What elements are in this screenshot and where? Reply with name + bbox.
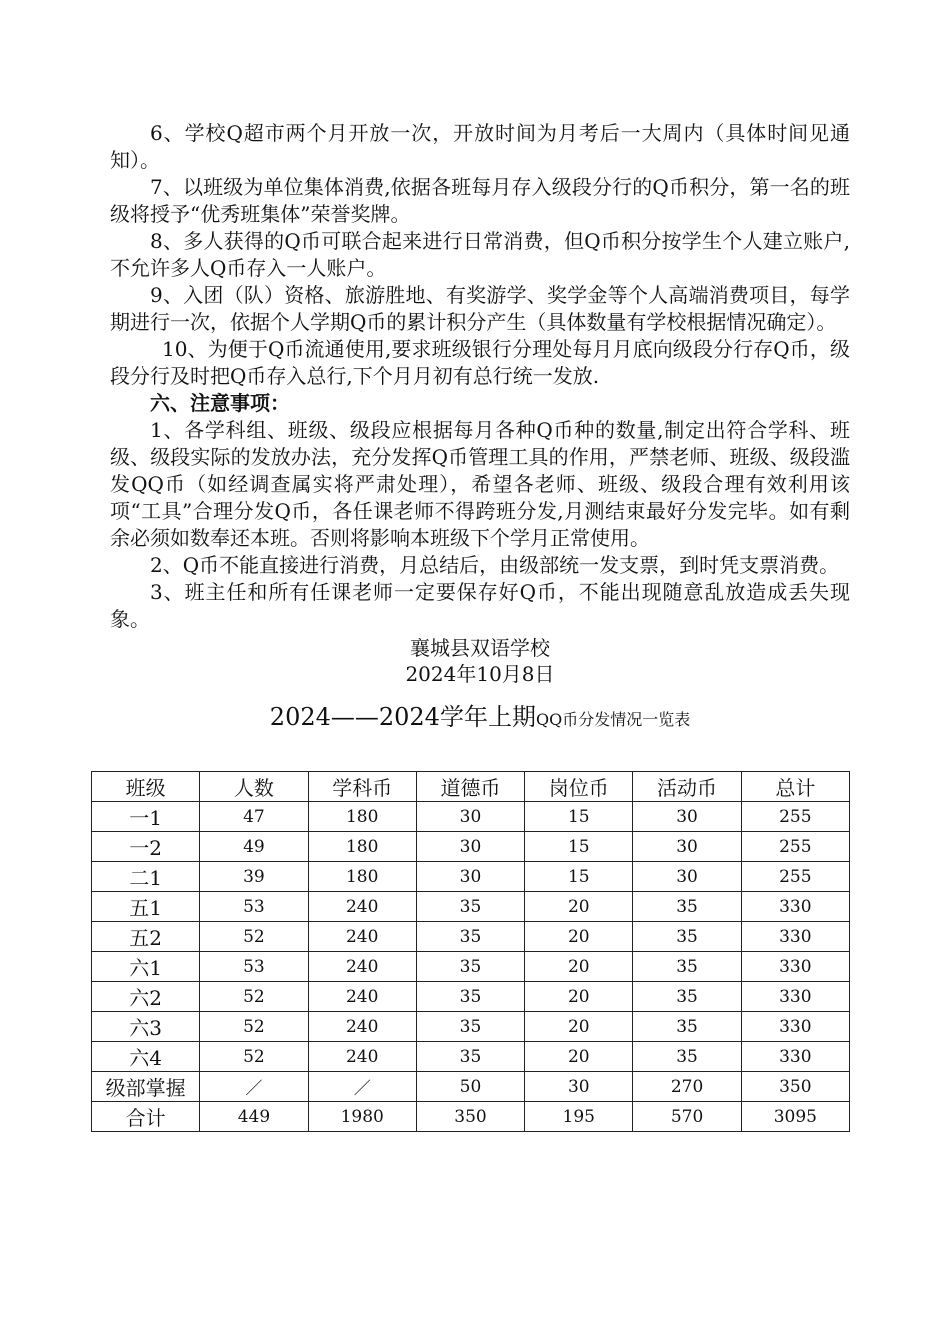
value-cell: 52 [200,982,308,1012]
value-cell: 35 [416,892,524,922]
header-cell: 人数 [200,772,308,802]
value-cell: 15 [525,832,633,862]
value-cell: 30 [633,862,741,892]
table-header-row [92,772,850,802]
header-cell: 活动币 [633,772,741,802]
table-row [92,862,850,892]
value-cell: 330 [741,952,849,982]
paragraph-7: 7、以班级为单位集体消费,依据各班每月存入级段分行的Q币积分，第一名的班级将授予“优秀班集体”荣誉奖牌。 [110,175,850,226]
value-cell: 35 [633,982,741,1012]
value-cell: 330 [741,892,849,922]
table-row [92,982,850,1012]
paragraph-8: 8、多人获得的Q币可联合起来进行日常消费，但Q币积分按学生个人建立账户,不允许多人Q币存入一人账户。 [110,229,850,280]
value-cell: 30 [633,802,741,832]
value-cell: 35 [633,922,741,952]
value-cell: 180 [308,862,416,892]
value-cell: 50 [416,1072,524,1102]
table-row [92,1042,850,1072]
value-cell: 15 [525,862,633,892]
class-name-cell: 一1 [92,802,200,832]
value-cell: 49 [200,832,308,862]
value-cell: 15 [525,802,633,832]
table-row [92,1012,850,1042]
table-row [92,1072,850,1102]
value-cell: 449 [200,1102,308,1132]
class-name-cell: 级部掌握 [92,1072,200,1102]
class-name-cell: 五2 [92,922,200,952]
class-name-cell: 六3 [92,1012,200,1042]
paragraph-9: 9、入团（队）资格、旅游胜地、有奖游学、奖学金等个人高端消费项目，每学期进行一次，依据个人学期Q币的累计积分产生（具体数量有学校根据情况确定）。 [110,283,850,334]
value-cell: 240 [308,1042,416,1072]
value-cell: 52 [200,1042,308,1072]
value-cell: 240 [308,1012,416,1042]
table-row [92,832,850,862]
table-row [92,802,850,832]
value-cell: 330 [741,1012,849,1042]
table-row [92,1102,850,1132]
class-name-cell: 二1 [92,862,200,892]
value-cell: 39 [200,862,308,892]
value-cell: 255 [741,862,849,892]
value-cell: 20 [525,1042,633,1072]
document-body [110,120,850,738]
value-cell: 30 [416,832,524,862]
value-cell: 240 [308,982,416,1012]
value-cell: 30 [416,802,524,832]
value-cell: 270 [633,1072,741,1102]
header-cell: 总计 [741,772,849,802]
class-name-cell: 合计 [92,1102,200,1132]
value-cell: 330 [741,1042,849,1072]
header-cell: 学科币 [308,772,416,802]
value-cell: 35 [416,982,524,1012]
value-cell: 3095 [741,1102,849,1132]
value-cell: 52 [200,1012,308,1042]
class-name-cell: 一2 [92,832,200,862]
table-row [92,952,850,982]
class-name-cell: 六2 [92,982,200,1012]
class-name-cell: 五1 [92,892,200,922]
value-cell: 20 [525,952,633,982]
value-cell: 180 [308,832,416,862]
paragraph-10: 10、为便于Q币流通使用,要求班级银行分理处每月月底向级段分行存Q币，级段分行及时把Q币存入总行,下个月月初有总行统一发放. [110,337,850,388]
signature-date: 2024年10月8日 [405,662,555,686]
value-cell: 35 [416,922,524,952]
class-name-cell: 六4 [92,1042,200,1072]
value-cell: ／ [308,1072,416,1102]
value-cell: 30 [525,1072,633,1102]
table-row [92,892,850,922]
value-cell: 240 [308,952,416,982]
value-cell: 195 [525,1102,633,1132]
value-cell: 350 [741,1072,849,1102]
value-cell: 53 [200,892,308,922]
value-cell: 35 [416,1012,524,1042]
note-1: 1、各学科组、班级、级段应根据每月各种Q币种的数量,制定出符合学科、班级、级段实际的发放办法，充分发挥Q币管理工具的作用，严禁老师、班级、级段滥发QQ币（如经调查属实将严肃处理），希望各老师、班级、级段合理有效利用该项“工具”合理分发Q币，各任课老师不得跨班分发,月测结束最好分发完毕。如有剩余必须如数奉还本班。否则将影响本班级下个学月正常使用。 [110,418,850,550]
table-title [110,697,850,732]
value-cell: 52 [200,922,308,952]
value-cell: 30 [416,862,524,892]
paragraph-6: 6、学校Q超市两个月开放一次，开放时间为月考后一大周内（具体时间见通知）。 [110,121,850,172]
value-cell: 20 [525,892,633,922]
value-cell: 570 [633,1102,741,1132]
header-cell: 班级 [92,772,200,802]
table-title-main: 2024——2024学年上期 [269,703,536,731]
value-cell: 35 [633,892,741,922]
section-heading-notes: 六、注意事项： [150,391,290,415]
value-cell: 350 [416,1102,524,1132]
value-cell: 330 [741,982,849,1012]
note-3: 3、班主任和所有任课老师一定要保存好Q币，不能出现随意乱放造成丢失现象。 [110,580,850,631]
value-cell: 20 [525,922,633,952]
value-cell: 240 [308,922,416,952]
value-cell: ／ [200,1072,308,1102]
note-2: 2、Q币不能直接进行消费，月总结后，由级部统一发支票，到时凭支票消费。 [150,553,840,577]
value-cell: 47 [200,802,308,832]
value-cell: 35 [416,1042,524,1072]
value-cell: 35 [633,1012,741,1042]
value-cell: 35 [416,952,524,982]
value-cell: 35 [633,1042,741,1072]
value-cell: 20 [525,982,633,1012]
value-cell: 180 [308,802,416,832]
value-cell: 255 [741,832,849,862]
value-cell: 240 [308,892,416,922]
value-cell: 53 [200,952,308,982]
value-cell: 330 [741,922,849,952]
table-row [92,922,850,952]
table-title-sub: QQ币分发情况一览表 [535,710,691,729]
header-cell: 岗位币 [525,772,633,802]
header-cell: 道德币 [416,772,524,802]
value-cell: 1980 [308,1102,416,1132]
school-name: 襄城县双语学校 [410,636,550,660]
value-cell: 35 [633,952,741,982]
class-name-cell: 六1 [92,952,200,982]
value-cell: 20 [525,1012,633,1042]
value-cell: 255 [741,802,849,832]
signature-block [110,635,850,687]
value-cell: 30 [633,832,741,862]
qq-coin-distribution-table [91,771,850,1132]
